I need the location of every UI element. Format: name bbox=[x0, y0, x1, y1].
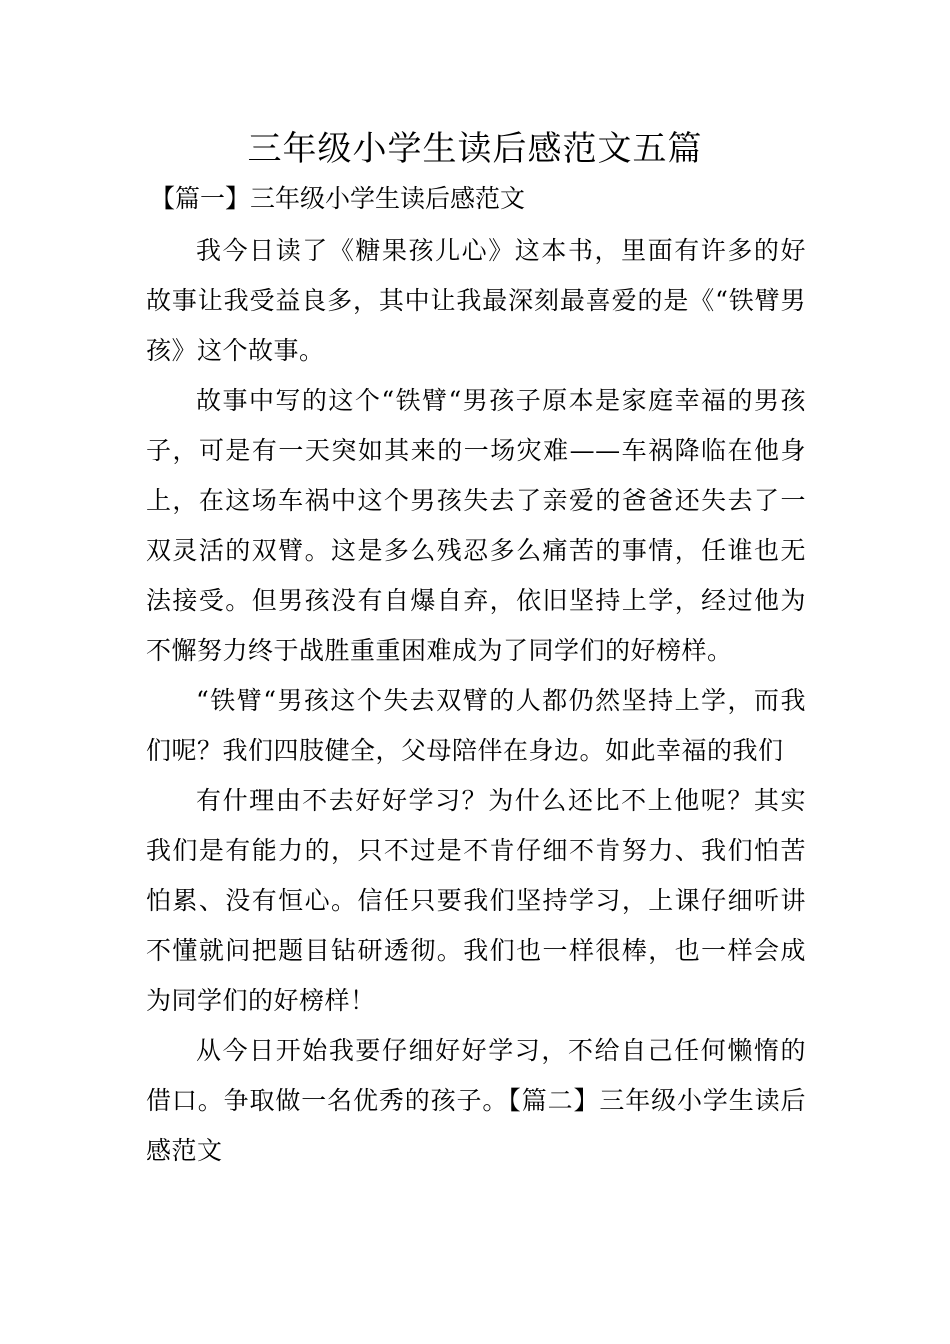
document-title: 三年级小学生读后感范文五篇 bbox=[247, 129, 703, 169]
section-heading: 【篇一】三年级小学生读后感范文 bbox=[150, 184, 526, 213]
paragraph-5: 从今日开始我要仔细好好学习，不给自己任何懒惰的借口。争取做一名优秀的孩子。【篇二】三年级小学生读后感范文 bbox=[146, 1036, 806, 1165]
document-body bbox=[146, 226, 806, 1176]
paragraph-3: “铁臂“男孩这个失去双臂的人都仍然坚持上学，而我们呢？我们四肢健全，父母陪伴在身边。如此幸福的我们 bbox=[146, 686, 806, 765]
paragraph-4: 有什理由不去好好学习？为什么还比不上他呢？其实我们是有能力的，只不过是不肯仔细不肯努力、我们怕苦怕累、没有恒心。信任只要我们坚持学习，上课仔细听讲不懂就问把题目钻研透彻。我们也一样很棒，也一样会成为同学们的好榜样！ bbox=[146, 786, 806, 1015]
paragraph-2: 故事中写的这个“铁臂“男孩子原本是家庭幸福的男孩子，可是有一天突如其来的一场灾难——车祸降临在他身上，在这场车祸中这个男孩失去了亲爱的爸爸还失去了一双灵活的双臂。这是多么残忍多么痛苦的事情，任谁也无法接受。但男孩没有自爆自弃，依旧坚持上学，经过他为不懈努力终于战胜重重困难成为了同学们的好榜样。 bbox=[146, 386, 806, 665]
paragraph-1: 我今日读了《糖果孩儿心》这本书，里面有许多的好故事让我受益良多，其中让我最深刻最喜爱的是《“铁臂男孩》这个故事。 bbox=[146, 236, 806, 365]
